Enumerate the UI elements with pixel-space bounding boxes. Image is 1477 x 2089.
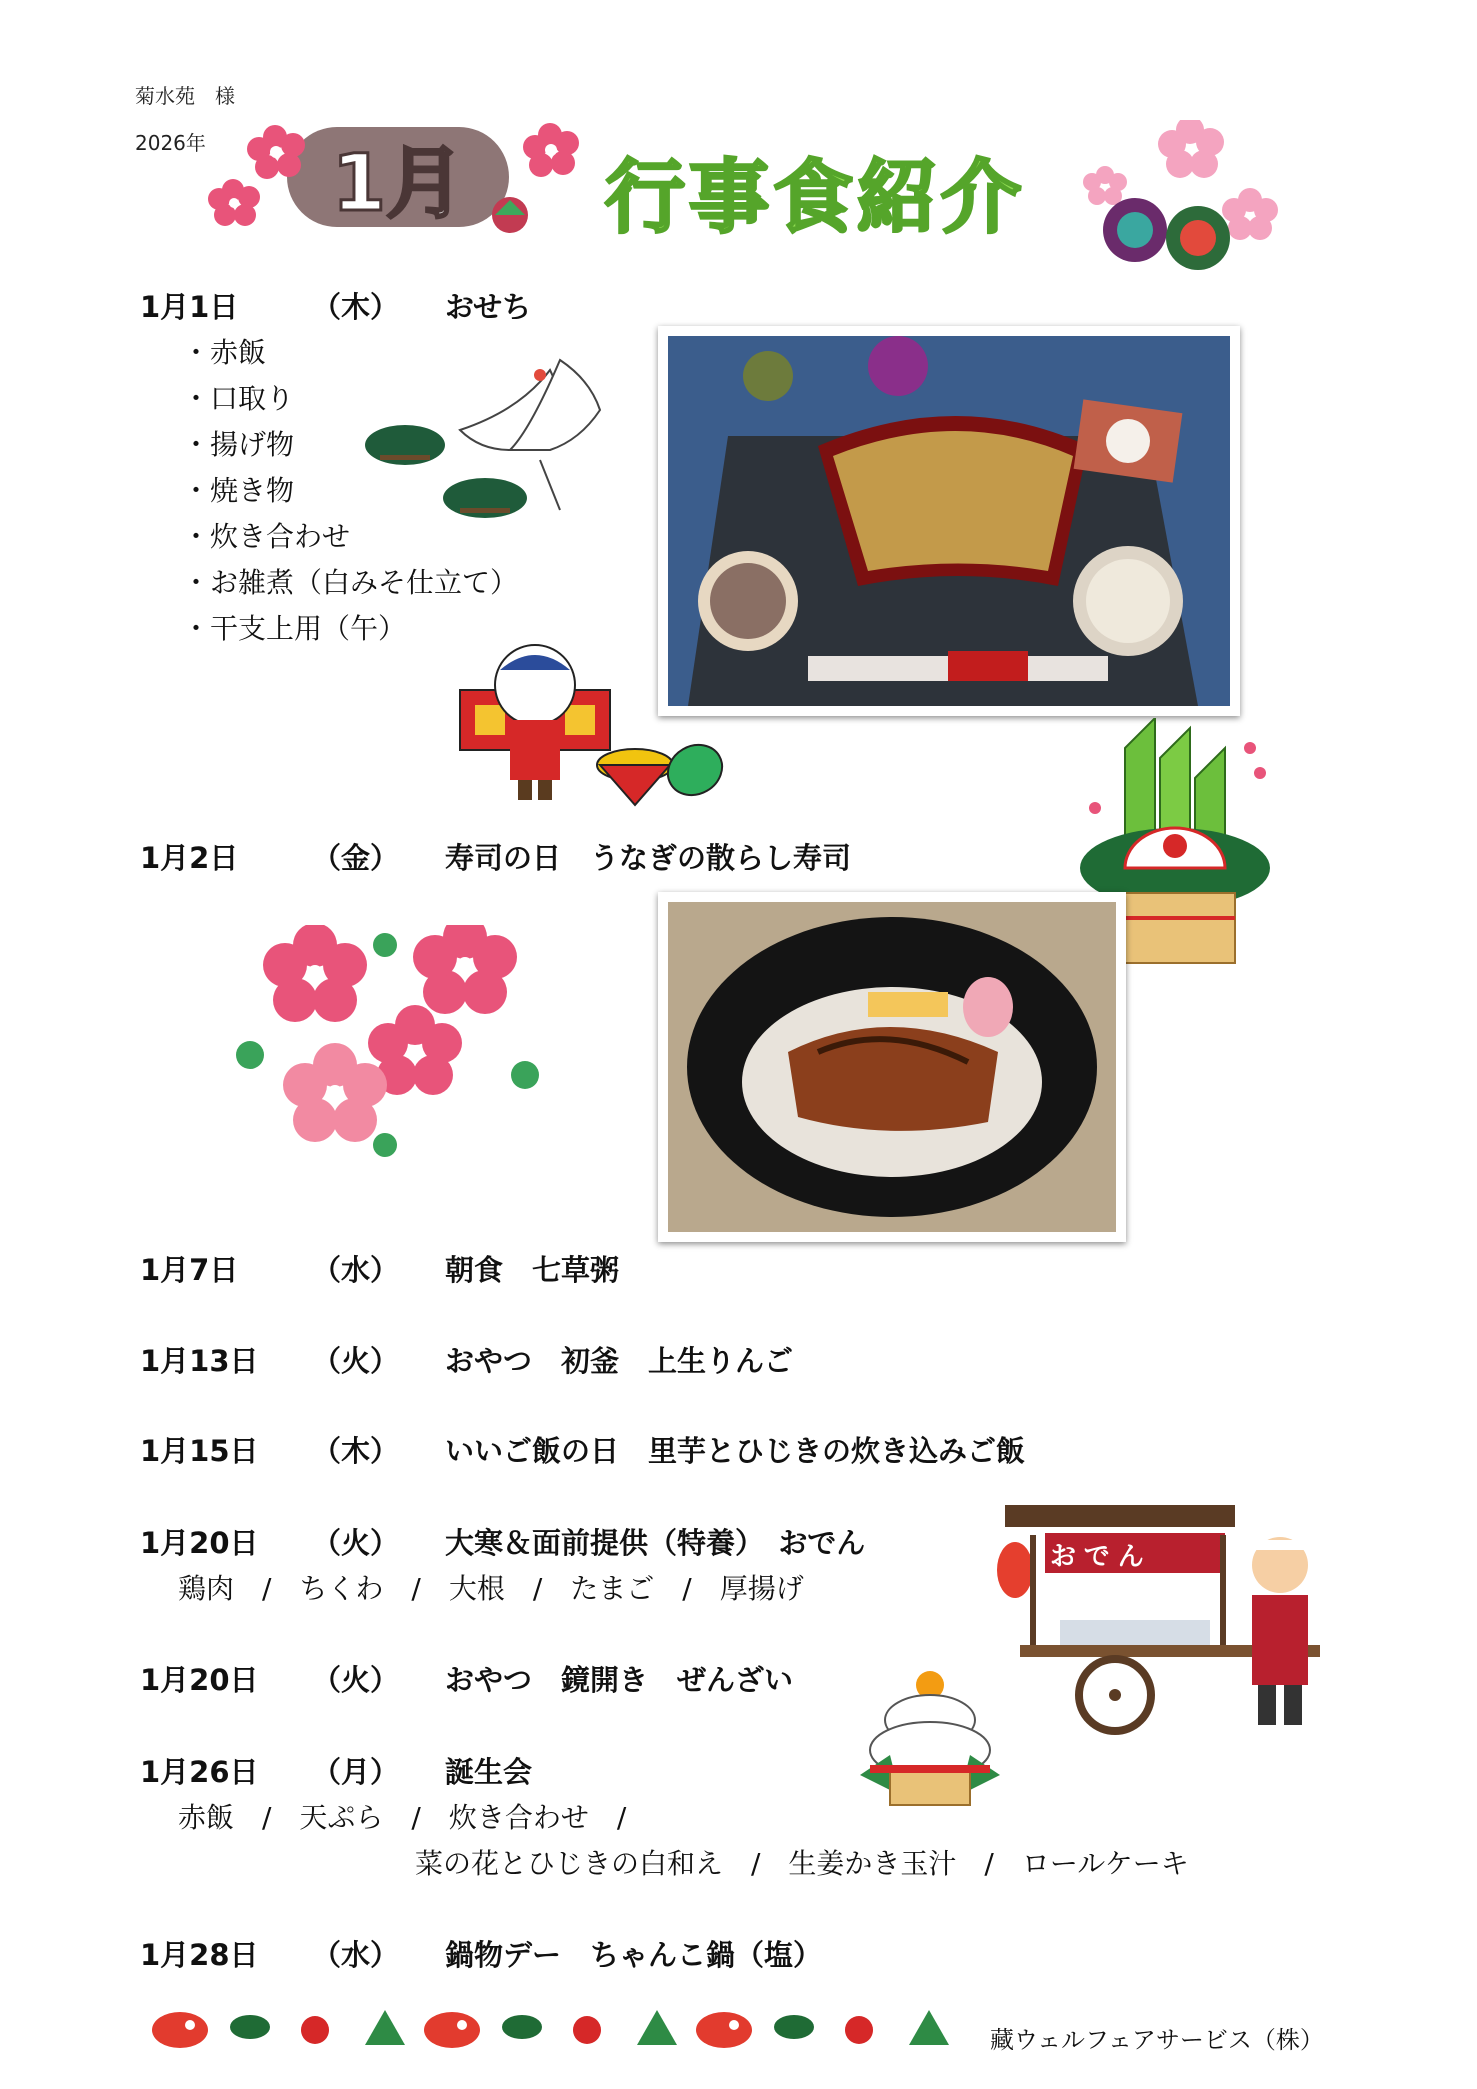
event-weekday: （水） bbox=[312, 1253, 400, 1287]
event-title: 大寒＆面前提供（特養） おでん bbox=[445, 1526, 866, 1560]
unagi-don-image bbox=[668, 902, 1116, 1232]
birthday-items-line2: 菜の花とひじきの白和え / 生姜かき玉汁 / ロールケーキ bbox=[415, 1847, 1189, 1880]
event-date: 1月20日 bbox=[140, 1663, 259, 1697]
osechi-photo bbox=[658, 326, 1240, 716]
event-title: 寿司の日 うなぎの散らし寿司 bbox=[445, 841, 852, 875]
crane-and-pine-icon bbox=[360, 350, 610, 520]
event-date: 1月2日 bbox=[140, 841, 239, 875]
event-weekday: （火） bbox=[312, 1344, 400, 1378]
event-weekday: （木） bbox=[312, 1434, 400, 1468]
event-title: 誕生会 bbox=[445, 1755, 533, 1789]
temari-ball-icon bbox=[1080, 120, 1290, 280]
event-row bbox=[140, 1521, 865, 1562]
recipient: 菊水苑 様 bbox=[135, 84, 235, 108]
event-title: 朝食 七草粥 bbox=[445, 1253, 620, 1287]
kagami-mochi-icon bbox=[850, 1665, 1010, 1815]
event-date: 1月1日 bbox=[140, 290, 239, 324]
event-title: おやつ 鏡開き ぜんざい bbox=[445, 1663, 794, 1697]
event-row bbox=[140, 1933, 822, 1974]
plum-flowers-icon bbox=[235, 925, 545, 1165]
event-date: 1月13日 bbox=[140, 1344, 259, 1378]
year: 2026年 bbox=[135, 131, 206, 155]
event-weekday: （月） bbox=[312, 1755, 400, 1789]
oden-items: 鶏肉 / ちくわ / 大根 / たまご / 厚揚げ bbox=[178, 1572, 804, 1605]
event-date: 1月28日 bbox=[140, 1938, 259, 1972]
list-item: ・赤飯 bbox=[182, 336, 267, 369]
event-title: いいご飯の日 里芋とひじきの炊き込みご飯 bbox=[445, 1434, 1026, 1468]
list-item: ・揚げ物 bbox=[182, 428, 295, 461]
oden-cart-sign: おでん bbox=[1050, 1542, 1152, 1572]
event-date: 1月26日 bbox=[140, 1755, 259, 1789]
event-row bbox=[140, 836, 851, 877]
event-row bbox=[140, 1429, 1025, 1470]
event-row bbox=[140, 1658, 793, 1699]
event-date: 1月15日 bbox=[140, 1434, 259, 1468]
list-item: ・干支上用（午） bbox=[182, 612, 407, 645]
new-year-border-icon bbox=[150, 2005, 960, 2055]
oden-cart-icon bbox=[990, 1505, 1330, 1735]
main-title: 行事食紹介 bbox=[605, 151, 1025, 244]
event-weekday: （水） bbox=[312, 1938, 400, 1972]
event-weekday: （火） bbox=[312, 1526, 400, 1560]
event-weekday: （木） bbox=[312, 290, 400, 324]
unagi-photo bbox=[658, 892, 1126, 1242]
birthday-items-line1: 赤飯 / 天ぷら / 炊き合わせ / bbox=[178, 1801, 627, 1834]
event-date: 1月20日 bbox=[140, 1526, 259, 1560]
event-weekday: （火） bbox=[312, 1663, 400, 1697]
list-item: ・お雑煮（白みそ仕立て） bbox=[182, 566, 519, 599]
event-date: 1月7日 bbox=[140, 1253, 239, 1287]
footer-company: 藏ウェルフェアサービス（株） bbox=[990, 2026, 1324, 2054]
event-row bbox=[140, 1339, 793, 1380]
event-weekday: （金） bbox=[312, 841, 400, 875]
event-title: おせち bbox=[445, 290, 532, 324]
event-title: 鍋物デー ちゃんこ鍋（塩） bbox=[445, 1938, 823, 1972]
title-banner bbox=[205, 115, 1055, 250]
event-row bbox=[140, 1750, 532, 1791]
event-row bbox=[140, 1248, 619, 1289]
list-item: ・炊き合わせ bbox=[182, 520, 351, 553]
list-item: ・焼き物 bbox=[182, 474, 295, 507]
event-row bbox=[140, 285, 531, 326]
list-item: ・口取り bbox=[182, 382, 295, 415]
event-title: おやつ 初釜 上生りんご bbox=[445, 1344, 794, 1378]
kite-and-top-icon bbox=[440, 640, 730, 810]
osechi-image bbox=[668, 336, 1230, 706]
month-badge: 1月 bbox=[287, 127, 509, 227]
